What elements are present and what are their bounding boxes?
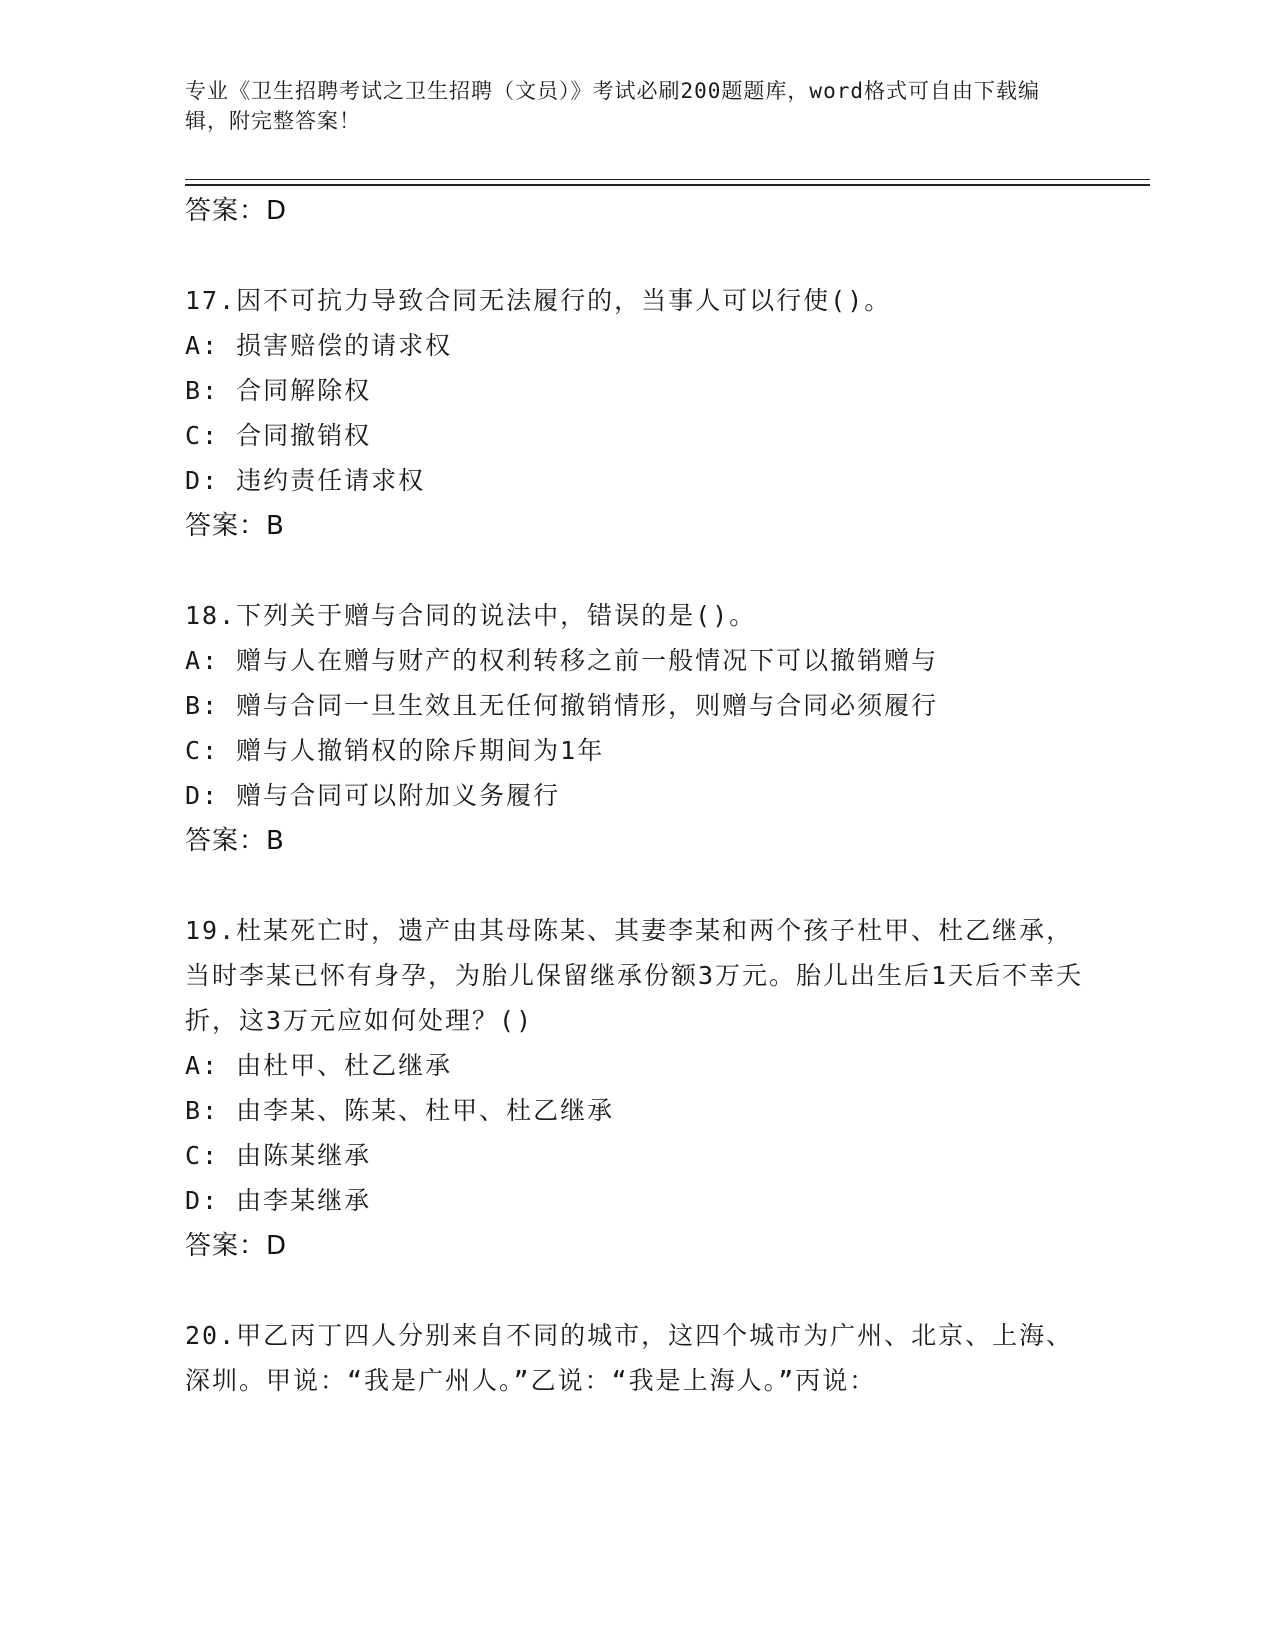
question-20 — [185, 1313, 1085, 1403]
answer-line: 答案：B — [185, 826, 285, 856]
question-17 — [185, 278, 1085, 549]
option-d: D: 由李某继承 — [185, 1186, 372, 1215]
option-b: B: 由李某、陈某、杜甲、杜乙继承 — [185, 1096, 615, 1125]
option-a: A: 赠与人在赠与财产的权利转移之前一般情况下可以撤销赠与 — [185, 646, 939, 675]
option-a: A: 由杜甲、杜乙继承 — [185, 1051, 453, 1080]
option-c: C: 由陈某继承 — [185, 1141, 372, 1170]
question-list — [185, 188, 1085, 1403]
question-stem: 18.下列关于赠与合同的说法中，错误的是()。 — [185, 601, 757, 630]
header-divider-thin — [185, 179, 1150, 180]
option-d: D: 违约责任请求权 — [185, 466, 426, 495]
option-c: C: 赠与人撤销权的除斥期间为1年 — [185, 736, 605, 765]
previous-answer: 答案：D — [185, 196, 288, 226]
option-c: C: 合同撤销权 — [185, 421, 372, 450]
question-19 — [185, 908, 1085, 1269]
option-a: A: 损害赔偿的请求权 — [185, 331, 453, 360]
question-stem: 19.杜某死亡时，遗产由其母陈某、其妻李某和两个孩子杜甲、杜乙继承，当时李某已怀有身孕，为胎儿保留继承份额3万元。胎儿出生后1天后不幸夭折，这3万元应如何处理？() — [185, 916, 1084, 1035]
header-divider-thick — [185, 184, 1150, 186]
option-b: B: 合同解除权 — [185, 376, 372, 405]
option-b: B: 赠与合同一旦生效且无任何撤销情形，则赠与合同必须履行 — [185, 691, 939, 720]
question-stem: 17.因不可抗力导致合同无法履行的，当事人可以行使()。 — [185, 286, 892, 315]
answer-line: 答案：D — [185, 1231, 288, 1261]
option-d: D: 赠与合同可以附加义务履行 — [185, 781, 561, 810]
answer-line: 答案：B — [185, 511, 285, 541]
question-18 — [185, 593, 1085, 864]
document-header: 专业《卫生招聘考试之卫生招聘（文员）》考试必刷200题题库，word格式可自由下载编辑，附完整答案！ — [185, 79, 1040, 133]
question-stem: 20.甲乙丙丁四人分别来自不同的城市，这四个城市为广州、北京、上海、深圳。甲说：“我是广州人。”乙说：“我是上海人。”丙说： — [185, 1321, 1074, 1395]
